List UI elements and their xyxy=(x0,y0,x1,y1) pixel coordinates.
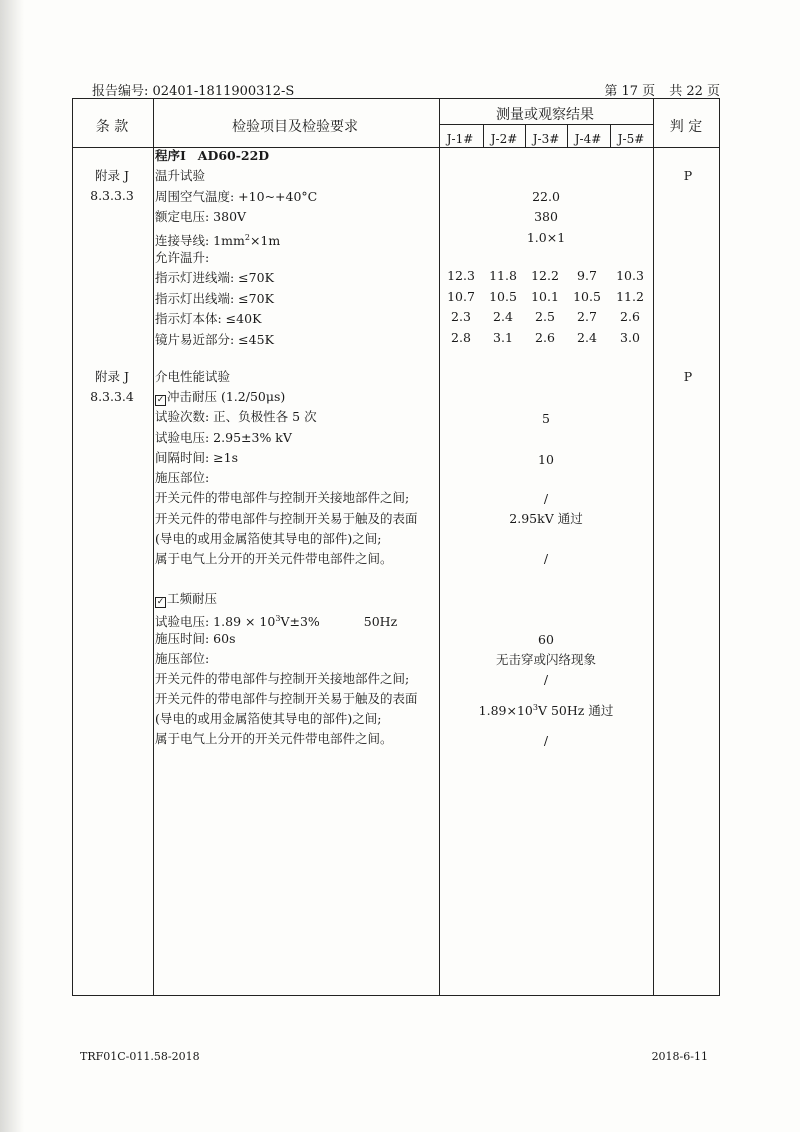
power-location-label: 施压部位: xyxy=(155,651,210,666)
impulse-title: ✓ 冲击耐压 (1.2/50μs) xyxy=(156,389,286,405)
power-location-1: 开关元件的带电部件与控制开关接地部件之间; xyxy=(155,671,410,686)
power-location-1-value: / xyxy=(543,672,549,687)
judgement-column-header: 判 定 xyxy=(669,119,703,135)
sample-header-j4: J-4# xyxy=(574,132,602,146)
clause-8-3-3-3: 附录 J 8.3.3.3 xyxy=(90,168,134,203)
temp-rise-value: 10.7 xyxy=(447,288,475,304)
wire-label: 连接导线: $1mm^2\times 1m$ xyxy=(155,233,281,249)
temp-rise-label: 指示灯进线端: ≤70K xyxy=(155,270,274,285)
temp-rise-value: 2.6 xyxy=(535,329,555,345)
checkbox-impulse: ✓ xyxy=(156,395,165,405)
clause-column-header: 条 款 xyxy=(95,119,129,135)
power-location-3-value: / xyxy=(543,733,549,748)
footer-date: 2018-6-11 xyxy=(651,1050,708,1063)
location-1-value: / xyxy=(543,491,549,506)
sample-header-j1: J-1# xyxy=(446,132,474,146)
temp-rise-value: 3.1 xyxy=(493,329,513,345)
form-number: TRF01C-011.58-2018 xyxy=(80,1050,200,1063)
location-1: 开关元件的带电部件与控制开关接地部件之间; xyxy=(155,490,410,505)
location-3: 属于电气上分开的开关元件带电部件之间。 xyxy=(155,551,393,566)
dielectric-title: 介电性能试验 xyxy=(155,369,231,384)
power-voltage-label: 试验电压: $1.89 \times 10^3V\pm 3\%$ 50Hz xyxy=(155,614,398,630)
clause-8-3-3-4: 附录 J 8.3.3.4 xyxy=(90,369,134,404)
temp-rise-value: 3.0 xyxy=(620,329,640,345)
test-voltage-label: 试验电压: 2.95±3% kV xyxy=(155,430,292,445)
temp-rise-value: 11.8 xyxy=(489,268,517,283)
temp-rise-value: 12.3 xyxy=(447,268,475,283)
test-count-label: 试验次数: 正、负极性各 5 次 xyxy=(155,409,317,424)
location-label: 施压部位: xyxy=(155,470,210,485)
location-2b: (导电的或用金属箔使其导电的部件)之间; xyxy=(155,531,382,546)
location-2a: 开关元件的带电部件与控制开关易于触及的表面 xyxy=(155,511,418,526)
temp-rise-value: 10.5 xyxy=(489,288,517,304)
ambient-temp-label: 周围空气温度: +10~+40°C xyxy=(155,189,318,204)
temp-rise-value: 2.7 xyxy=(577,309,597,324)
power-location-2b: (导电的或用金属箔使其导电的部件)之间; xyxy=(155,711,382,726)
interval-label: 间隔时间: ≥1s xyxy=(155,450,239,465)
temp-rise-value: 12.2 xyxy=(531,268,559,283)
results-column-header: 测量或观察结果 xyxy=(496,107,594,123)
temp-rise-value: 2.8 xyxy=(451,329,471,345)
power-location-3: 属于电气上分开的开关元件带电部件之间。 xyxy=(155,731,393,746)
power-freq-title: ✓ 工频耐压 xyxy=(156,591,218,607)
temp-rise-value: 10.5 xyxy=(573,288,601,304)
temp-rise-value: 2.4 xyxy=(493,309,513,324)
sample-header-j5: J-5# xyxy=(617,132,645,146)
press-time-value: 60 xyxy=(538,632,554,647)
sample-header-j2: J-2# xyxy=(490,132,518,146)
temp-rise-value: 2.3 xyxy=(451,309,471,324)
power-location-value: 无击穿或闪络现象 xyxy=(495,652,596,667)
press-time-label: 施压时间: 60s xyxy=(155,631,236,646)
temp-rise-value: 9.7 xyxy=(577,268,597,283)
temp-rise-title: 温升试验 xyxy=(155,168,206,183)
location-2-value: 2.95kV 通过 xyxy=(509,511,583,526)
temp-rise-value: 2.5 xyxy=(535,309,555,324)
temp-rise-value: 10.3 xyxy=(616,268,644,283)
power-location-2-value: $1.89\times 10^3V$ 50Hz 通过 xyxy=(478,703,614,719)
temp-rise-value: 11.2 xyxy=(616,288,644,304)
wire-value: 1.0×1 xyxy=(526,230,566,245)
power-location-2a: 开关元件的带电部件与控制开关易于触及的表面 xyxy=(155,691,418,706)
item-column-header: 检验项目及检验要求 xyxy=(232,119,358,135)
report-number: 报告编号: 02401-1811900312-S xyxy=(92,84,295,99)
test-count-value: 5 xyxy=(542,411,550,426)
interval-value: 10 xyxy=(538,452,554,467)
judgement-dielectric: P xyxy=(683,369,693,384)
program-title: 程序Ⅰ AD60-22D xyxy=(155,148,270,163)
page-indicator: 第 17 页 共 22 页 xyxy=(604,84,720,99)
allowed-rise-label: 允许温升: xyxy=(155,250,210,265)
temp-rise-value: 2.4 xyxy=(577,329,597,345)
checkbox-power-freq: ✓ xyxy=(156,597,165,607)
rated-voltage-label: 额定电压: 380V xyxy=(155,209,247,224)
rated-voltage-value: 380 xyxy=(534,209,558,224)
ambient-temp-value: 22.0 xyxy=(532,189,560,204)
temp-rise-label: 镜片易近部分: ≤45K xyxy=(155,331,274,347)
temp-rise-value: 10.1 xyxy=(531,288,559,304)
judgement-temp-rise: P xyxy=(683,168,693,183)
temp-rise-label: 指示灯出线端: ≤70K xyxy=(155,290,274,306)
scan-edge xyxy=(0,0,24,1132)
temp-rise-label: 指示灯本体: ≤40K xyxy=(155,311,262,326)
location-3-value: / xyxy=(543,551,549,566)
temp-rise-value: 2.6 xyxy=(620,309,640,324)
sample-header-j3: J-3# xyxy=(532,132,560,146)
